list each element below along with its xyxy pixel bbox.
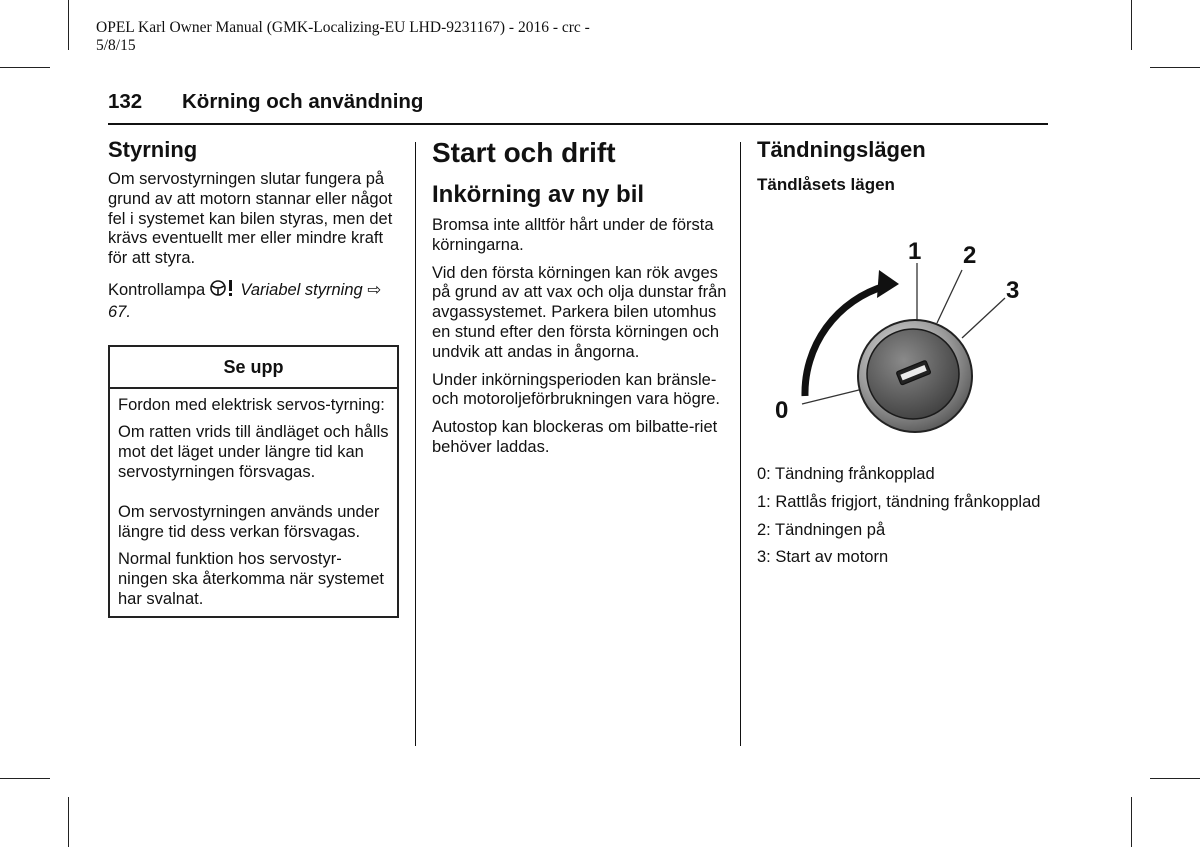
heading-styrning: Styrning [108,137,198,162]
paragraph: Under inkörningsperioden kan bränsle- och motoroljeförbrukningen vara högre. [432,370,721,409]
indicator-reference [108,279,400,323]
crop-mark [0,778,50,779]
caution-title: Se upp [110,347,397,389]
heading-tandlasets-lagen: Tändlåsets lägen [757,175,895,194]
running-head [108,90,423,114]
page-number: 132 [108,90,143,113]
page-arrow-icon: ⇨ [367,280,382,299]
heading-start-och-drift: Start och drift [432,137,616,168]
caution-paragraph: Normal funktion hos servostyr-ningen ska återkomma när systemet har svalnat. [118,550,384,608]
print-header-line2: 5/8/15 [96,37,136,54]
indicator-label: Kontrollampa [108,280,206,299]
column-divider [415,142,416,746]
crop-mark [0,67,50,68]
paragraph: Autostop kan blockeras om bilbatte-riet behöver laddas. [432,418,718,456]
column-steering [108,136,400,618]
steering-warning-icon [210,279,236,303]
column-ignition [757,136,1047,196]
paragraph: Bromsa inte alltför hårt under de första körningarna. [432,216,714,254]
legend-item: 0: Tändning frånkopplad [757,465,935,483]
legend-item: 2: Tändningen på [757,520,886,539]
crop-mark [68,797,69,847]
position-label-3: 3 [1006,277,1020,304]
crop-mark [68,0,69,50]
caution-box [108,345,399,618]
heading-tandningslagen: Tändningslägen [757,137,926,162]
position-label-0: 0 [775,397,789,424]
print-header-line1: OPEL Karl Owner Manual (GMK-Localizing-EU LHD-9231167) - 2016 - crc - [96,19,590,36]
column-start [432,136,728,458]
position-label-2: 2 [963,242,977,269]
print-header [96,19,656,55]
caution-paragraph: Fordon med elektrisk servos-tyrning: [118,395,385,414]
caution-paragraph: Om ratten vrids till ändläget och hålls mot det läget under längre tid kan servostyrningen försvagas. [118,423,389,481]
legend-item: 3: Start av motorn [757,548,889,567]
ignition-legend [757,465,1047,576]
paragraph: Om servostyrningen slutar fungera på grund av att motorn stannar eller något fel i systemet kan bilen styras, men det krävs eventuellt mer eller mindre kraft för att styra. [108,170,393,268]
heading-inkorning: Inkörning av ny bil [432,181,645,208]
paragraph: Vid den första körningen kan rök avges på grund av att vax och olja dunstar från avgassystemet. Parkera bilen utomhus en stund efter den första körningen och undvik att andas in ångorna. [432,263,727,361]
leader-line [802,388,867,404]
section-title: Körning och användning [182,90,424,113]
crop-mark [1131,797,1132,847]
legend-item: 1: Rattlås frigjort, tändning frånkopplad [757,492,1041,511]
crop-mark [1131,0,1132,50]
reference-text: Variabel styrning [240,280,363,299]
leader-line [962,298,1005,338]
caution-paragraph: Om servostyrningen används under längre tid dess verkan försvagas. [118,502,380,541]
ignition-switch-diagram [757,228,1047,448]
position-label-1: 1 [908,238,922,265]
leader-line [937,270,962,323]
caution-body [110,389,397,616]
reference-link[interactable]: Variabel styrning ⇨ 67. [108,280,382,321]
reference-page: 67 [108,302,127,321]
crop-mark [1150,778,1200,779]
rotation-arrow-head [877,270,899,298]
column-divider [740,142,741,746]
header-rule [108,123,1048,125]
crop-mark [1150,67,1200,68]
